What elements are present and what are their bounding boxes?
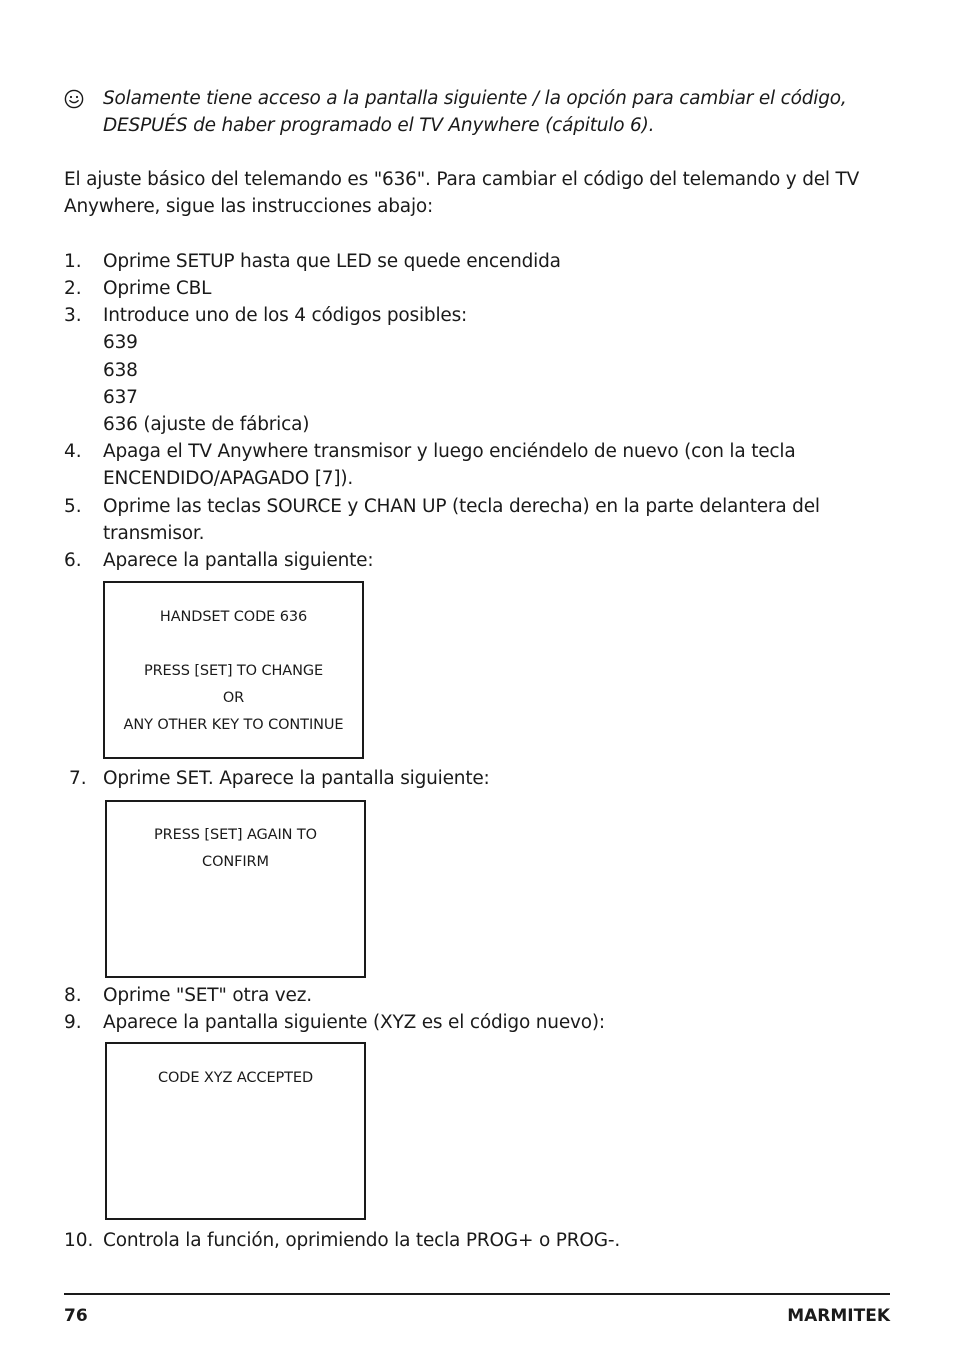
step-number: 10. (64, 1230, 94, 1251)
code-option: 636 (ajuste de fábrica) (103, 414, 310, 435)
screen-line: OR (222, 690, 245, 706)
step-text: Aparece la pantalla siguiente (XYZ es el código nuevo): (103, 1012, 605, 1033)
step-number: 3. (64, 305, 82, 326)
display-screen-accepted (105, 1042, 366, 1220)
step-text: transmisor. (103, 523, 205, 544)
step-text: Oprime CBL (103, 278, 212, 299)
screen-line: CONFIRM (202, 854, 269, 870)
step-number: 8. (64, 985, 82, 1006)
screen-line: PRESS [SET] AGAIN TO (154, 827, 317, 843)
display-screen-confirm (105, 800, 366, 978)
step-text: Oprime las teclas SOURCE y CHAN UP (tecla derecha) en la parte delantera del (103, 496, 820, 517)
step-number: 6. (64, 550, 82, 571)
step-number: 2. (64, 278, 82, 299)
note-line-2: DESPUÉS de haber programado el TV Anywhere (cápitulo 6). (103, 115, 655, 136)
note-line-1: Solamente tiene acceso a la pantalla siguiente / la opción para cambiar el código, (103, 88, 847, 109)
screen-line: PRESS [SET] TO CHANGE (143, 663, 324, 679)
step-text: Aparece la pantalla siguiente: (103, 550, 374, 571)
step-text: Oprime SETUP hasta que LED se quede encendida (103, 251, 561, 272)
screen-line: ANY OTHER KEY TO CONTINUE (123, 717, 344, 733)
step-text: ENCENDIDO/APAGADO [7]). (103, 468, 354, 489)
screen-line: CODE XYZ ACCEPTED (157, 1070, 314, 1086)
step-text: Apaga el TV Anywhere transmisor y luego enciéndelo de nuevo (con la tecla (103, 441, 796, 462)
code-option: 639 (103, 332, 138, 353)
step-number: 5. (64, 496, 82, 517)
smiley-icon (64, 89, 84, 109)
step-number: 1. (64, 251, 82, 272)
step-text: Introduce uno de los 4 códigos posibles: (103, 305, 468, 326)
code-option: 638 (103, 360, 138, 381)
code-option: 637 (103, 387, 138, 408)
page-number: 76 (64, 1306, 88, 1326)
screen-line: HANDSET CODE 636 (159, 609, 308, 625)
intro-line-2: Anywhere, sigue las instrucciones abajo: (64, 196, 434, 217)
intro-line-1: El ajuste básico del telemando es "636". Para cambiar el código del telemando y del TV (64, 169, 860, 190)
step-number: 7. (69, 768, 87, 789)
brand-name: MARMITEK (787, 1306, 890, 1326)
footer-rule (64, 1293, 890, 1295)
step-text: Controla la función, oprimiendo la tecla PROG+ o PROG-. (103, 1230, 621, 1251)
display-screen-handset-code (103, 581, 364, 759)
step-number: 9. (64, 1012, 82, 1033)
step-text: Oprime SET. Aparece la pantalla siguiente: (103, 768, 490, 789)
step-number: 4. (64, 441, 82, 462)
step-text: Oprime "SET" otra vez. (103, 985, 312, 1006)
